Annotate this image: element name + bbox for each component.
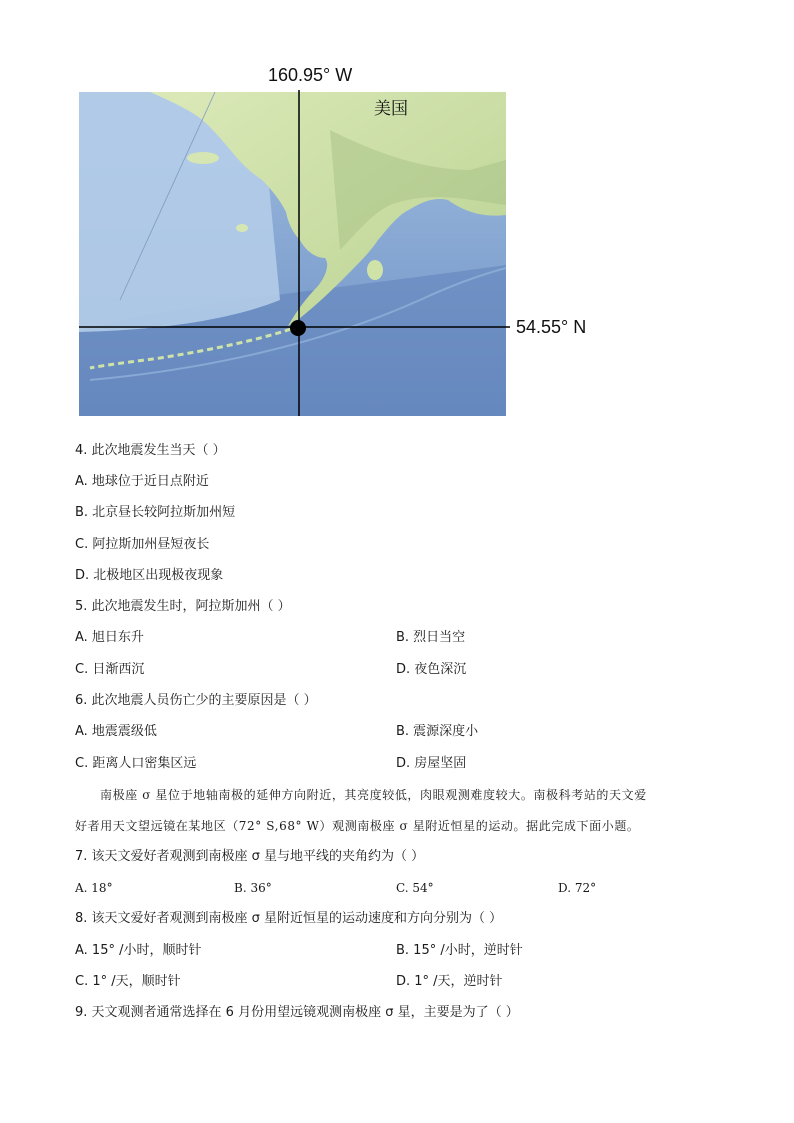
question-8-option-a[interactable]: A. 15° /小时，顺时针 <box>75 943 202 958</box>
question-8-option-d[interactable]: D. 1° /天，逆时针 <box>396 974 503 989</box>
question-5-option-a[interactable]: A. 旭日东升 <box>75 630 144 645</box>
question-4-option-c[interactable]: C. 阿拉斯加州昼短夜长 <box>75 537 210 552</box>
question-7-option-c[interactable]: C. 54° <box>396 881 434 895</box>
question-4-option-b[interactable]: B. 北京昼长较阿拉斯加州短 <box>75 505 236 520</box>
question-4-option-d[interactable]: D. 北极地区出现极夜现象 <box>75 568 224 583</box>
question-7-option-a[interactable]: A. 18° <box>75 881 113 895</box>
map-image <box>0 0 794 430</box>
question-6-option-a[interactable]: A. 地震震级低 <box>75 724 157 739</box>
map-figure <box>0 0 794 430</box>
question-6-stem: 6. 此次地震人员伤亡少的主要原因是（ ） <box>75 693 317 708</box>
question-8-stem: 8. 该天文爱好者观测到南极座 σ 星附近恒星的运动速度和方向分别为（ ） <box>75 911 503 926</box>
question-8-option-c[interactable]: C. 1° /天，顺时针 <box>75 974 181 989</box>
latitude-label: 54.55° N <box>516 317 587 337</box>
question-7-option-d[interactable]: D. 72° <box>558 881 597 895</box>
longitude-label: 160.95° W <box>268 65 353 85</box>
question-6-option-c[interactable]: C. 距离人口密集区远 <box>75 756 197 771</box>
question-7-option-b[interactable]: B. 36° <box>234 881 272 895</box>
map-island-nunivak <box>236 224 248 232</box>
question-5-stem: 5. 此次地震发生时，阿拉斯加州（ ） <box>75 599 291 614</box>
question-5-option-d[interactable]: D. 夜色深沉 <box>396 662 467 677</box>
question-8-option-b[interactable]: B. 15° /小时，逆时针 <box>396 943 523 958</box>
passage-line-2: 好者用天文望远镜在某地区（72° S,68° W）观测南极座 σ 星附近恒星的运动。据此完成下面小题。 <box>75 819 640 833</box>
question-6-option-d[interactable]: D. 房屋坚固 <box>396 756 467 771</box>
country-label: 美国 <box>374 99 408 119</box>
question-5-option-b[interactable]: B. 烈日当空 <box>396 630 466 645</box>
epicenter-dot <box>290 320 306 336</box>
question-9-stem: 9. 天文观测者通常选择在 6 月份用望远镜观测南极座 σ 星，主要是为了（ ） <box>75 1005 519 1020</box>
question-5-option-c[interactable]: C. 日渐西沉 <box>75 662 145 677</box>
question-6-option-b[interactable]: B. 震源深度小 <box>396 724 479 739</box>
question-4-option-a[interactable]: A. 地球位于近日点附近 <box>75 474 209 489</box>
question-4-stem: 4. 此次地震发生当天（ ） <box>75 443 226 458</box>
passage-line-1: 南极座 σ 星位于地轴南极的延伸方向附近，其亮度较低，肉眼观测难度较大。南极科考站的天文爱 <box>100 788 647 802</box>
map-island-kodiak <box>367 260 383 280</box>
map-island-stlawrence <box>187 152 219 164</box>
question-7-stem: 7. 该天文爱好者观测到南极座 σ 星与地平线的夹角约为（ ） <box>75 849 425 864</box>
